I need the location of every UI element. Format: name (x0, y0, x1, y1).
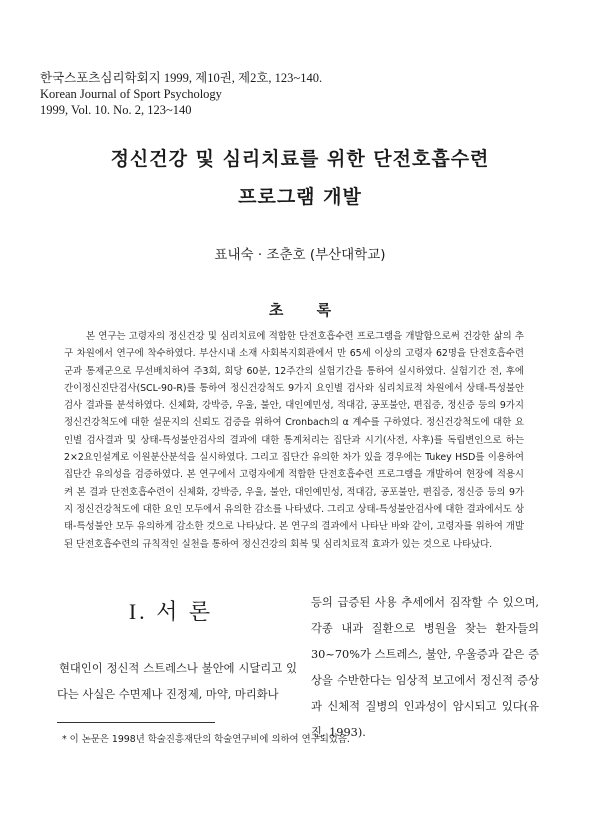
body-column-left (57, 656, 297, 708)
body-text-right: 등의 급증된 사용 추세에서 짐작할 수 있으며, 각종 내과 질환으로 병원을 찾는 환자들의 30~70%가 스트레스, 불안, 우울증과 같은 증상을 수반한다는 임상적 보고에서 정신적 증상과 신체적 질병의 인과성이 암시되고 있다(유 진, 1993). (311, 596, 539, 739)
body-text-left: 현대인이 정신적 스트레스나 불안에 시달리고 있다는 사실은 수면제나 진정제, 마약, 마리화나 (57, 662, 297, 701)
abstract-heading: 초 록 (268, 301, 346, 319)
footnote-divider (57, 722, 215, 723)
paper-title-line1: 정신건강 및 심리치료를 위한 단전호흡수련 (110, 148, 490, 170)
body-column-right (311, 590, 539, 746)
section-heading: I. 서 론 (128, 599, 214, 624)
journal-citation-korean: 한국스포츠심리학회지 1999, 제10권, 제2호, 123~140. (40, 71, 323, 85)
footnote: * 이 논문은 1998년 학술진흥재단의 학술연구비에 의하여 연구되었음. (62, 734, 350, 745)
paper-title-line2: 프로그램 개발 (238, 186, 362, 208)
abstract-body (64, 328, 524, 553)
journal-header (40, 70, 322, 118)
journal-citation-english: 1999, Vol. 10. No. 2, 123~140 (40, 103, 192, 117)
journal-name-english: Korean Journal of Sport Psychology (40, 87, 222, 101)
abstract-text: 본 연구는 고령자의 정신건강 및 심리치료에 적합한 단전호흡수련 프로그램을 개발함으로써 건강한 삶의 추구 차원에서 연구에 착수하였다. 부산시내 소재 사회복지회관에서 만 65세 이상의 고령자 62명을 단전호흡수련군과 통제군으로 무선배치하여 주3회, 회당 60분, 12주간의 실험기간을 통하여 실시하였다. 실험기간 전, 후에 간이정신진단검사(SCL-90-R)를 통하여 정신건강척도 9가지 요인별 검사와 심리치료적 차원에서 상태-특성불안검사 결과를 분석하였다. 신체화, 강박증, 우울, 불안, 대인예민성, 적대감, 공포불안, 편집증, 정신증 등의 9가지 정신건강척도에 대한 설문지의 신뢰도 검증을 위하여 Cronbach의 α 계수를 구하였다. 정신건강척도에 대한 요인별 검사결과 및 상태-특성불안검사의 결과에 대한 통계처리는 집단과 시기(사전, 사후)를 독립변인으로 하는 2×2요인설계로 이원분산분석을 실시하였다. 그리고 집단간 유의한 차가 있을 경우에는 Tukey HSD를 이용하여 집단간 유의성을 검증하였다. 본 연구에서 고령자에게 적합한 단전호흡수련 프로그램을 개발하여 현장에 적용시켜 본 결과 단전호흡수련이 신체화, 강박증, 우울, 불안, 대인예민성, 적대감, 공포불안, 편집증, 정신증 등의 9가지 정신건강척도에 대한 요인 모두에서 유의한 감소를 나타냈다. 그리고 상태-특성불안검사에 대한 결과에서도 상태-특성불안 모두 유의하게 감소한 것으로 나타났다. 본 연구의 결과에서 나타난 바와 같이, 고령자를 위하여 개발된 단전호흡수련의 규칙적인 실천을 통하여 정신건강의 회복 및 심리치료적 효과가 있는 것으로 나타났다. (64, 331, 524, 550)
authors: 표내숙 · 조춘호 (부산대학교) (214, 247, 386, 263)
